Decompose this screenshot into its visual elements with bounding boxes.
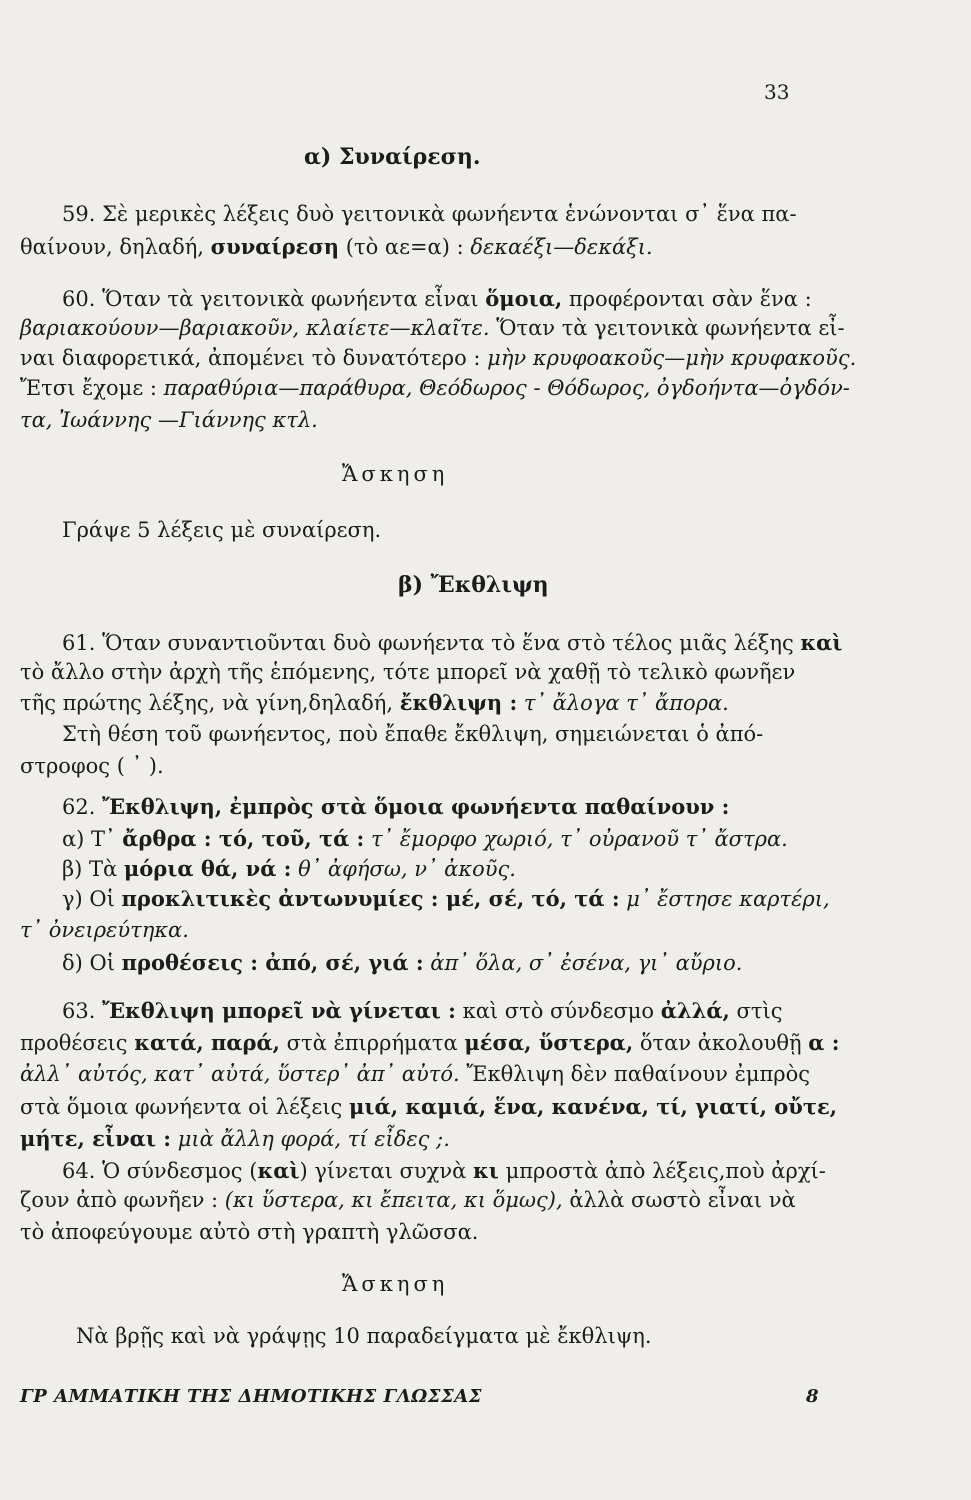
p63-line2: προθέσεις κατά, παρά, στὰ ἐπιρρήματα μέσα, ὕστερα, ὅταν ἀκολουθῇ α :	[20, 1030, 840, 1055]
p63-line5: μήτε, εἶναι : μιὰ ἄλλη φορά, τί εἶδες ;.	[20, 1126, 450, 1151]
p62-item-d: δ) Οἱ προθέσεις : ἀπό, σέ, γιά : ἀπ᾽ ὅλα, σ᾽ ἐσένα, γι᾽ αὔριο.	[62, 950, 743, 975]
p60-line4: Ἔτσι ἔχομε : παραθύρια—παράθυρα, Θεόδωρος - Θόδωρος, ὀγδοήντα—ὀγδόν-	[20, 376, 850, 400]
p62-item-c: γ) Οἱ προκλιτικὲς ἀντωνυμίες : μέ, σέ, τό, τά : μ᾽ ἔστησε καρτέρι,	[62, 886, 830, 911]
p63-line3: ἀλλ᾽ αὐτός, κατ᾽ αὐτά, ὕστερ᾽ ἀπ᾽ αὐτό. Ἔκθλιψη δὲν παθαίνουν ἐμπρὸς	[20, 1062, 811, 1086]
p60-line1: 60. Ὅταν τὰ γειτονικὰ φωνήεντα εἶναι ὅμοια, προφέρονται σὰν ἕνα :	[62, 286, 812, 311]
footer-book-title: ΓΡ ΑΜΜΑΤΙΚΗ ΤΗΣ ΔΗΜΟΤΙΚΗΣ ΓΛΩΣΣΑΣ	[20, 1386, 482, 1407]
footer-signature-mark: 8	[806, 1386, 820, 1407]
p59-line2: θαίνουν, δηλαδή, συναίρεση (τὸ αε=α) : δεκαέξι—δεκάξι.	[20, 234, 653, 259]
heading-ekthlipsi: β) Ἔκθλιψη	[398, 572, 549, 598]
p64-line3: τὸ ἀποφεύγουμε αὐτὸ στὴ γραπτὴ γλῶσσα.	[20, 1220, 479, 1244]
p59-line1: 59. Σὲ μερικὲς λέξεις δυὸ γειτονικὰ φωνήεντα ἑνώνονται σ᾽ ἕνα πα-	[62, 202, 797, 226]
page-number: 33	[764, 80, 790, 104]
exercise-title-a: Ἄσκηση	[342, 462, 449, 486]
p63-line1: 63. Ἔκθλιψη μπορεῖ νὰ γίνεται : καὶ στὸ σύνδεσμο ἀλλά, στὶς	[62, 998, 783, 1023]
exercise-text-a: Γράψε 5 λέξεις μὲ συναίρεση.	[62, 518, 382, 542]
p60-line3: ναι διαφορετικά, ἀπομένει τὸ δυνατότερο : μὴν κρυφοακοῦς—μὴν κρυφακοῦς.	[20, 346, 857, 370]
p60-line5: τα, Ἰωάννης —Γιάννης κτλ.	[20, 408, 318, 432]
p61-line1: 61. Ὅταν συναντιοῦνται δυὸ φωνήεντα τὸ ἕνα στὸ τέλος μιᾶς λέξης καὶ	[62, 630, 843, 655]
p61-line4: Στὴ θέση τοῦ φωνήεντος, ποὺ ἔπαθε ἔκθλιψη, σημειώνεται ὁ ἀπό-	[62, 722, 764, 746]
p61-line2: τὸ ἄλλο στὴν ἀρχὴ τῆς ἑπόμενης, τότε μπορεῖ νὰ χαθῇ τὸ τελικὸ φωνῆεν	[20, 660, 796, 684]
heading-synairesi: α) Συναίρεση.	[304, 144, 481, 170]
p60-line2: βαριακούουν—βαριακοῦν, κλαίετε—κλαῖτε. Ὅταν τὰ γειτονικὰ φωνήεντα εἶ-	[20, 316, 845, 340]
p62-item-c-cont: τ᾽ ὀνειρεύτηκα.	[20, 918, 189, 942]
p63-line4: στὰ ὅμοια φωνήεντα οἱ λέξεις μιά, καμιά, ἕνα, κανένα, τί, γιατί, οὔτε,	[20, 1094, 838, 1119]
p64-line1: 64. Ὁ σύνδεσμος (καὶ) γίνεται συχνὰ κι μπροστὰ ἀπὸ λέξεις,ποὺ ἀρχί-	[62, 1158, 826, 1183]
p62-intro: 62. Ἔκθλιψη, ἐμπρὸς στὰ ὅμοια φωνήεντα παθαίνουν :	[62, 794, 730, 819]
exercise-text-b: Νὰ βρῇς καὶ νὰ γράψῃς 10 παραδείγματα μὲ ἔκθλιψη.	[76, 1324, 652, 1348]
p61-line3: τῆς πρώτης λέξης, νὰ γίνη,δηλαδή, ἔκθλιψη : τ᾽ ἄλογα τ᾽ ἄπορα.	[20, 690, 729, 715]
p64-line2: ζουν ἀπὸ φωνῆεν : (κι ὕστερα, κι ἔπειτα, κι ὅμως), ἀλλὰ σωστὸ εἶναι νὰ	[20, 1188, 796, 1212]
p62-item-b: β) Τὰ μόρια θά, νά : θ᾽ ἀφήσω, ν᾽ ἀκοῦς.	[62, 856, 516, 881]
p61-line5: στροφος ( ᾽ ).	[20, 754, 164, 778]
exercise-title-b: Ἄσκηση	[342, 1272, 449, 1296]
p62-item-a: α) Τ᾽ ἄρθρα : τό, τοῦ, τά : τ᾽ ἔμορφο χωριό, τ᾽ οὐρανοῦ τ᾽ ἄστρα.	[62, 826, 788, 851]
